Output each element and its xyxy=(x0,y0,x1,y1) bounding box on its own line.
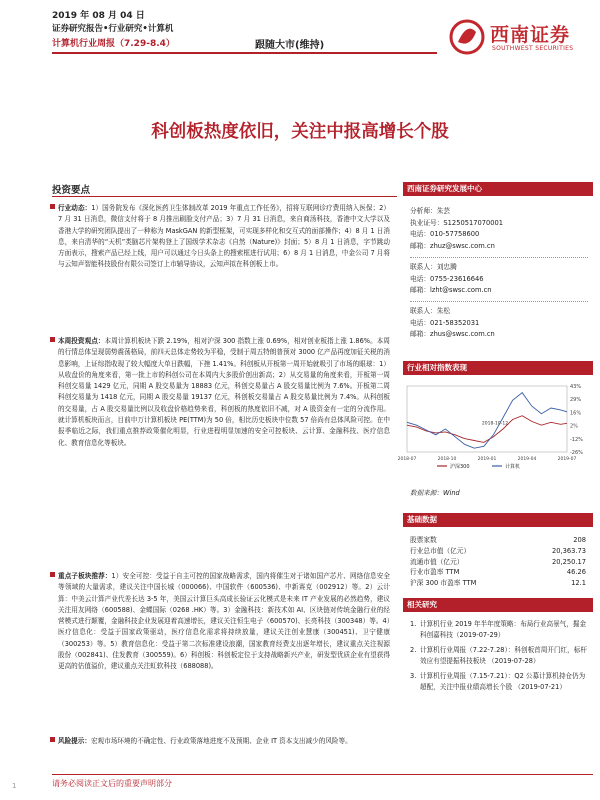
stats-row: 流通市值（亿元） 20,250.17 xyxy=(410,557,586,566)
paragraph-label: 重点子板块推荐： xyxy=(58,572,112,580)
analyst-license: 执业证号：S1250517070001 xyxy=(410,218,503,227)
report-type: 证券研究报告•行业研究•计算机 xyxy=(52,24,174,34)
legend-label: 计算机 xyxy=(505,464,521,470)
y-tick-label: 16% xyxy=(570,410,582,417)
contact-info-2 xyxy=(410,262,492,297)
y-tick-label: -12% xyxy=(570,436,583,443)
paragraph-text: 1）国务院发布《深化医药卫生体制改革 2019 年重点工作任务》，招将互联网诊疗费用纳入医保；2）7 月 31 日消息，微信支付将于 8 月推出刷脸支付产品；3）7 月 31 日消息，来自商汤科技，香港中文大学以及香港大学的研究团队提出了一种称为 MaskGAN 的新型框架，可实现多样化和交互式的面部操作；4）8 月 1 日消息，来自清华的“天机”类脑芯片架构登上了国级学术杂志《自然（Nature)》封面；5）8 月 1 日消息，字节跳动方面表示，搜索产品已经上线，用户可以通过今日头条上的搜索框进行试用；6）8 月 1 日消息，中金公司 7 月将与云知声智能科技股份有限公司签订上市辅导协议，云知声拟在科创板上市。 xyxy=(58,204,391,269)
logo-text-cn: 西南证券 xyxy=(490,24,571,46)
header-divider xyxy=(52,52,437,54)
rating: 跟随大市(维持) xyxy=(255,40,325,51)
paragraph-view xyxy=(58,336,390,449)
x-tick-label: 2019-04 xyxy=(517,457,537,462)
section-heading: 投资要点 xyxy=(52,185,91,196)
page-number: 1 xyxy=(12,782,17,790)
y-tick-label: 29% xyxy=(570,397,582,404)
paragraph-sectors xyxy=(58,571,390,673)
contact-info-3 xyxy=(410,306,495,341)
stats-row: 股票家数 208 xyxy=(410,536,586,544)
paragraph-text: 1）安全可控：受益于自主可控的国家战略需求，国内将催生对于诸如国产芯片、网络信息安全等领域的大量需求，建议关注中国长城（000066)、中国软件（600536)、中新赛克（002912）等。2）云计算：中美云计算产业代差长达 3-5 年，美国云计算巨头高成长验证云化模式是未来 IT 产业发展的必然趋势，建议关注用友网络（600588)、金蝶国际（0268 .HK）等。3）金融科技：新技术如 AI、区块链对传统金融行业的经营模式进行颠覆，金融科技企业发展迎着高速增长，建议关注恒生电子（600570)、长亮科技（300348）等。4）医疗信息化：受益于国家政策驱动，医疗信息化需求将持续放量，建议关注创业慧康（300451)、卫宁健康（300253）等。5）教育信息化：受益于第二次标准建设浪潮，国家教育经费支出逐年增长，建议重点关注视源股份（002841)、佳发教育（300559)。6）科创板：科创板定位于支持战略新兴产业，研发型优质企业有望获得更高的估值溢价，建议重点关注虹软科技（688088)。 xyxy=(58,572,391,671)
paragraph-label: 行业动态： xyxy=(58,204,92,212)
legend-label: 沪深300 xyxy=(450,464,470,470)
chart-header: 行业相对指数表现 xyxy=(403,361,593,375)
contact-email[interactable]: 邮箱：lzht@swsc.com.cn xyxy=(410,286,492,294)
team-header: 西南证券研究发展中心 xyxy=(403,182,593,196)
contact-phone: 电话：021-58352031 xyxy=(410,318,480,327)
section-divider xyxy=(52,196,397,197)
list-item[interactable]: 2. 计算机行业周报（7.22-7.28）：科创板首周开门红，标杆效应有望提振科技板块 （2019-07-28） xyxy=(410,646,587,665)
analyst-name: 分析师：朱芸 xyxy=(410,207,451,215)
contact-divider xyxy=(410,257,588,258)
paragraph-label: 风险提示： xyxy=(58,737,91,745)
footer-divider xyxy=(52,774,593,775)
paragraph-text: 本周计算机板块下跌 2.19%，相对沪深 300 指数上涨 0.69%，相对创业板指上涨 1.86%。本周的行情总体呈现弱势震荡格局，前四天总体走势较为平稳，受制于周五特朗普预对 3000 亿产品再度加征关税的消息影响，上证综指收现了较大幅度大单日跌幅，下挫 1.41%。科创板从开板第一周开始就吸引了市场的眼球：1）从收盘价的角度来看，第一批上市的科创公司在本周内大多股价创出新高；2）从交易量的角度来看，开板第一周科创交易量 1429 亿元，同期 A 股交易量为 18883 亿元，科创交易量占 A 股交易量比例为 7.6%。开板第二周科创交易量为 1418 亿元，同期 A 股交易量 19137 亿元，科创板交易量占 A 股交易量比例为 7.4%。从科创板的交易量，占 A 股交易量比例以及收盘价格趋势来看，科创板的热度依旧不减，对 A 股资金有一定的分流作用。就计算机板块而言，目前申万计算机板块 PE(TTM)为 50 倍，相比历史板块中位数 57 倍尚有总体风险可控。在中报季临近之际，我们重点推荐政策催化明显，行业进程明显加速的安全可控板块、云计算、金融科技、医疗信息化、教育信息化等板块。 xyxy=(58,337,391,447)
paragraph-label: 本周投资观点： xyxy=(58,337,105,345)
logo-text-en: SOUTHWEST SECURITIES xyxy=(492,45,574,52)
contact-name: 联系人：朱松 xyxy=(410,307,451,315)
y-tick-label: 43% xyxy=(570,384,582,390)
x-tick-label: 2019-07 xyxy=(557,457,577,462)
y-tick-label: -26% xyxy=(570,450,583,456)
y-tick-label: 2% xyxy=(570,423,578,430)
list-item[interactable]: 3. 计算机行业周报（7.15-7.21）：Q2 公募计算机持仓仍为超配，关注中报业绩高增长个股 （2019-07-21） xyxy=(410,672,586,691)
x-tick-label: 2018-07 xyxy=(397,457,417,462)
weekly-title: 计算机行业周报（7.29-8.4） xyxy=(52,39,175,49)
analyst-email[interactable]: 邮箱：zhuz@swsc.com.cn xyxy=(410,241,495,250)
stats-row: 行业总市值（亿元） 20,363.73 xyxy=(410,546,586,555)
data-source: 数据来源：Wind xyxy=(410,489,460,497)
analyst-info xyxy=(410,206,503,252)
bullet-icon xyxy=(50,337,55,342)
related-research-list xyxy=(410,619,590,698)
bullet-icon xyxy=(50,737,55,742)
stats-header: 基础数据 xyxy=(403,513,593,527)
list-item[interactable]: 1. 计算机行业 2019 年半年度策略：布局行业高景气，掘金科创嘉科技（2019-07-29） xyxy=(410,620,587,639)
contact-divider xyxy=(410,301,588,302)
x-tick-label: 2018-10 xyxy=(437,457,457,462)
company-logo xyxy=(448,18,588,58)
bullet-icon xyxy=(50,204,55,209)
stats-table xyxy=(410,535,586,589)
series-line-0 xyxy=(407,416,567,443)
contact-name: 联系人：刘忠腾 xyxy=(410,263,457,271)
paragraph-text: 宏观市场环境的不确定性、行业政策落地进度不及预期、企业 IT 资本支出减少的风险等。 xyxy=(90,737,352,745)
stats-row: 沪深 300 市盈率 TTM 12.1 xyxy=(410,579,586,588)
refs-header: 相关研究 xyxy=(403,598,593,612)
contact-phone: 电话：0755-23616646 xyxy=(410,274,484,283)
contact-email[interactable]: 邮箱：zhus@swsc.com.cn xyxy=(410,330,495,338)
paragraph-industry xyxy=(58,203,390,271)
bullet-icon xyxy=(50,572,55,577)
page-title: 科创板热度依旧，关注中报高增长个股 xyxy=(151,122,449,142)
analyst-phone: 电话：010-57758600 xyxy=(410,230,480,238)
relative-index-chart xyxy=(397,382,593,470)
report-date: 2019 年 08 月 04 日 xyxy=(52,11,145,21)
stats-row: 行业市盈率 TTM 46.26 xyxy=(410,568,586,577)
date-annotation: 2018-10-12 xyxy=(481,421,509,427)
x-tick-label: 2019-01 xyxy=(477,457,497,462)
logo-mark-icon xyxy=(448,18,486,56)
paragraph-risk xyxy=(58,736,390,747)
footer-disclaimer: 请务必阅读正文后的重要声明部分 xyxy=(52,779,172,788)
